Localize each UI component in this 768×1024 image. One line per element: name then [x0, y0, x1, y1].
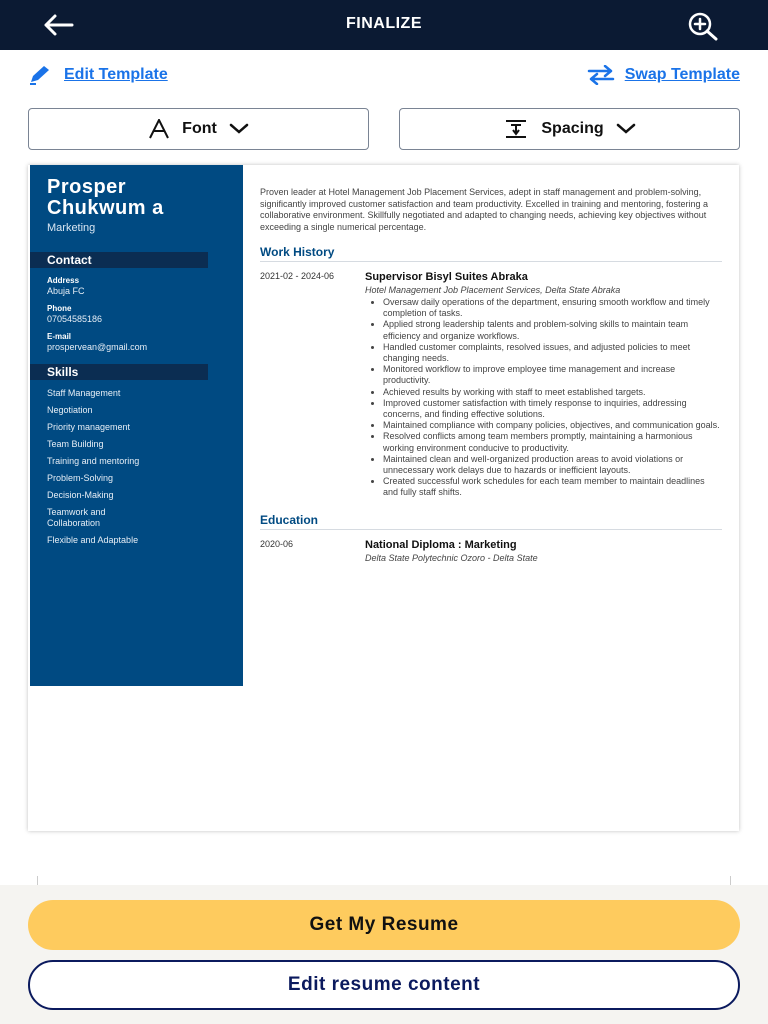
skill-item: Priority management — [47, 422, 131, 432]
skill-item: Flexible and Adaptable — [47, 535, 139, 545]
skill-item: Teamwork and Collaboration — [47, 507, 106, 528]
job-bullet: • Handled customer complaints, resolved issues, and adjusted policies to meet changing needs. — [383, 342, 722, 364]
job-body — [365, 271, 722, 499]
job-bullet: • Resolved conflicts among team members promptly, maintaining a harmonious working environment conducive to productivity. — [383, 431, 722, 453]
email-value: prospervean@gmail.com — [47, 342, 148, 352]
job-entry — [260, 271, 722, 499]
email-label: E-mail — [47, 332, 72, 341]
swap-template-link[interactable] — [587, 65, 740, 85]
line-spacing-icon — [503, 119, 529, 139]
job-bullet: • Oversaw daily operations of the department, ensuring smooth workflow and timely completion of tasks. — [383, 297, 722, 319]
job-dates: 2021-02 - 2024-06 — [260, 271, 335, 281]
font-dropdown[interactable] — [28, 108, 369, 150]
resume-role: Marketing — [47, 222, 96, 234]
job-bullets — [365, 297, 722, 499]
education-title: National Diploma : Marketing — [365, 538, 517, 551]
job-bullet: • Monitored workflow to improve employee time management and increase productivity. — [383, 364, 722, 386]
skill-item: Decision-Making — [47, 490, 114, 500]
swap-template-label: Swap Template — [624, 66, 740, 83]
skills-list — [47, 388, 243, 546]
font-label: Font — [182, 120, 217, 137]
chevron-down-icon — [229, 123, 249, 135]
address-label: Address — [47, 276, 80, 285]
phone-value: 07054585186 — [47, 314, 103, 324]
skill-item: Team Building — [47, 439, 104, 449]
job-bullet: • Applied strong leadership talents and problem-solving skills to maintain team efficiency and organize workflows. — [383, 319, 722, 341]
zoom-button[interactable] — [683, 10, 723, 42]
skill-item: Staff Management — [47, 388, 121, 398]
skills-heading: Skills — [30, 364, 208, 380]
resume-name: Prosper Chukwum a — [47, 176, 164, 219]
job-bullet: • Created successful work schedules for each team member to maintain deadlines and fully staff shifts. — [383, 476, 722, 498]
skill-item: Problem-Solving — [47, 473, 114, 483]
education-body — [365, 539, 722, 564]
spacing-dropdown[interactable] — [399, 108, 740, 150]
education-school: Delta State Polytechnic Ozoro - Delta State — [365, 552, 538, 563]
skill-item: Negotiation — [47, 405, 93, 415]
work-history-heading: Work History — [260, 245, 722, 262]
job-bullet: • Maintained clean and well-organized production areas to avoid violations or unnecessary work delays due to hazards or inefficient layouts. — [383, 454, 722, 476]
font-icon — [148, 119, 170, 139]
pencil-icon — [28, 65, 54, 85]
swap-icon — [587, 65, 615, 85]
skill-item: Training and mentoring — [47, 456, 140, 466]
job-bullet: • Achieved results by working with staff to meet established targets. — [383, 387, 722, 398]
contact-heading: Contact — [30, 252, 208, 268]
resume-summary: Proven leader at Hotel Management Job Placement Services, adept in staff management and problem-solving, significantly improved customer satisfaction and team productivity. Excelled in training and mentoring, fostering a collaborative environment. Skillfully negotiated and adapted to changing needs, achieving key objectives without exceeding a single numerical percentage. — [260, 187, 709, 232]
edit-template-label: Edit Template — [64, 66, 168, 83]
divider — [37, 876, 731, 885]
spacing-label: Spacing — [541, 120, 604, 137]
edit-template-link[interactable] — [28, 65, 168, 85]
resume-main — [260, 187, 722, 564]
template-links — [0, 60, 768, 92]
job-company: Hotel Management Job Placement Services, Delta State Abraka — [365, 285, 621, 295]
zoom-in-icon — [683, 10, 723, 42]
get-my-resume-button[interactable]: Get My Resume — [28, 900, 740, 950]
phone-label: Phone — [47, 304, 72, 313]
education-dates: 2020-06 — [260, 538, 294, 549]
address-value: Abuja FC — [47, 286, 85, 296]
job-title: Supervisor Bisyl Suites Abraka — [365, 271, 528, 283]
job-bullet: • Maintained compliance with company policies, objectives, and communication goals. — [383, 420, 722, 431]
edit-resume-content-button[interactable]: Edit resume content — [28, 960, 740, 1010]
top-bar — [0, 0, 768, 50]
education-heading: Education — [260, 513, 722, 530]
page-title: FINALIZE — [346, 15, 422, 32]
job-bullet: • Improved customer satisfaction with timely response to inquiries, addressing concerns, and finding effective solutions. — [383, 398, 722, 420]
chevron-down-icon — [616, 123, 636, 135]
resume-sidebar — [30, 165, 243, 686]
resume-preview[interactable] — [28, 165, 739, 831]
education-entry — [260, 539, 722, 564]
